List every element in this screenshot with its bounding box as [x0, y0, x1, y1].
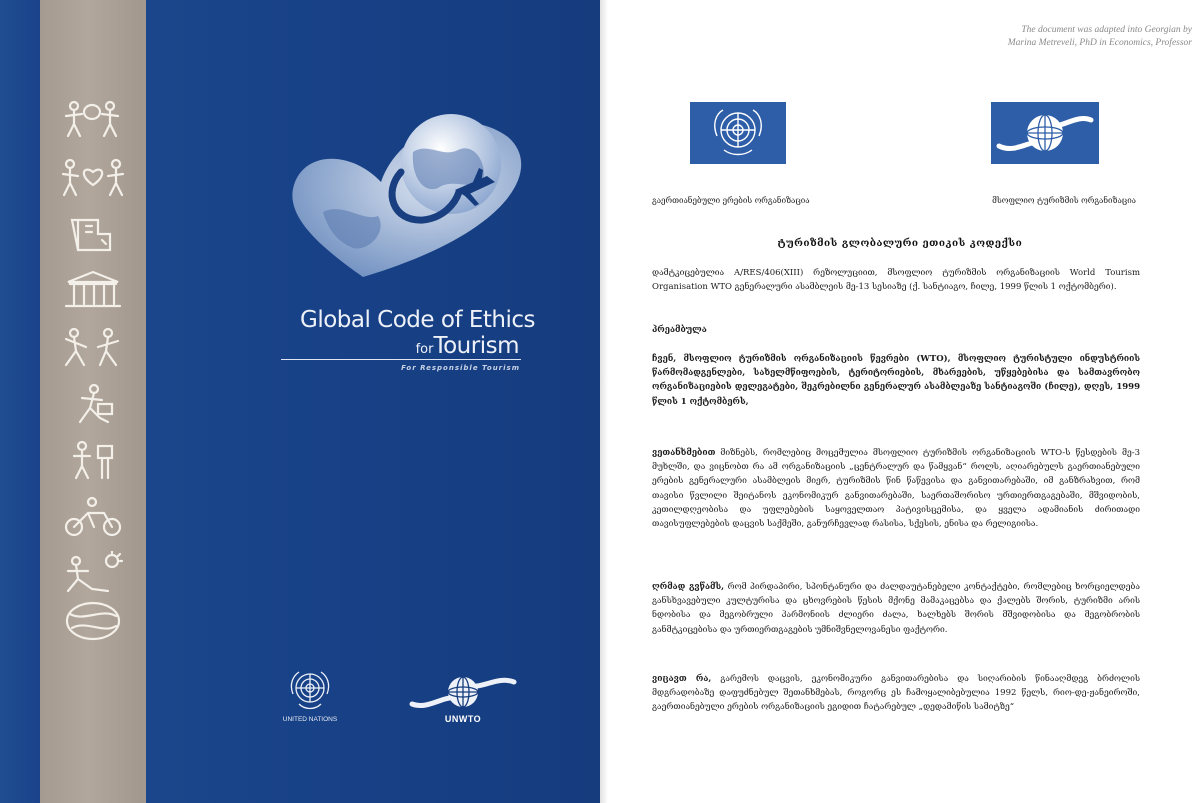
cover-title: Global Code of Ethics [300, 307, 535, 333]
paragraph-believing-lead: ღრმად გვწამს, [652, 582, 725, 592]
hands-icon [58, 212, 128, 258]
unwto-flag [991, 102, 1099, 164]
un-emblem-icon [279, 668, 341, 714]
paragraph-protecting-lead: ვიცავთ რა, [652, 674, 712, 684]
paragraph-agreeing-lead: ვეთანხმებით [652, 448, 716, 458]
adaptation-note-line2: Marina Metreveli, PhD in Economics, Professor [1007, 38, 1192, 48]
paragraph-believing-text: რომ პირდაპირი, სპონტანური და ძალდაუტანებელი კონტაქტები, რომლებიც ხორციელდება განსხვავებული კულტურისა და ცხოვრების წესის მქონე მამაკაცებსა და ქალებს შორის, ტურიზმი არის ნდობისა და მეგობრული ჰარმონიის ძლიერი ძალა, ხალხებს შორის მშვიდობისა და მეგობრობის განმტკიცებისა და ურთიერთგაგების უმნიშვნელოვანესი ფაქტორი. [652, 582, 1140, 635]
pictogram-band [40, 0, 146, 803]
cyclist-icon [58, 495, 128, 541]
people-ring-icon [58, 98, 128, 144]
paragraph-agreeing-text: მიზნებს, რომლებიც მოცემულია მსოფლიო ტურიზმის ორგანიზაციის WTO-ს წესდების მე-3 მუხლში, და ვიცნობთ რა ამ ორგანიზაციის „ცენტრალურ და წამყვან“ როლს, აღიარებულს გაერთიანებული ერების გენერალური ასამბლეის მიერ, ტურიზმის წინ წაწევისა და განვითარებაში, იმ განზრახვით, რომ თავისი წვლილი შეიტანოს ეკონომიკურ განვითარებაში, საერთაშორისო ურთიერთგაგებაში, მშვიდობის, კეთილდღეობისა და უფლებების საყოველთაო პატივისცემისა, და ყველა ადამიანის ძირითადი თავისუფლებების დაცვის საქმეში, განურჩევლად რასისა, სქესის, ენისა და რელიგიისა. [652, 448, 1141, 530]
heart-globe-illustration [283, 112, 528, 277]
org-label-un: გაერთიანებული ერების ორგანიზაცია [652, 196, 810, 205]
paragraph-protecting [652, 672, 1140, 715]
un-flag-icon [690, 102, 786, 164]
intro-paragraph: დამტკიცებულია A/RES/406(XIII) რეზოლუციით, მსოფლიო ტურიზმის ორგანიზაციის World Tourism Organisation WTO გენერალური ასამბლეის მე-13 სესიაზე (ქ. სანტიაგო, ჩილე, 1999 წლის 1 ოქტომბერი). [652, 268, 1140, 293]
unwto-emblem-icon [408, 670, 518, 716]
page-fold-shadow [600, 0, 608, 803]
figure-sun-icon [58, 551, 128, 597]
traveler-icon [58, 382, 128, 428]
unwto-logo [408, 670, 518, 730]
unwto-caption: UNWTO [444, 714, 482, 724]
cover-left-strip [0, 0, 40, 803]
paragraph-protecting-text: გარემოს დაცვის, ეკონომიკური განვითარებისა და სიღარიბის წინააღმდეგ ბრძოლის მდგრადობაზე დაფუძნებულ შეთანხმებას, როგორც ეს ჩამოყალიბებულია 1992 წელს, რიო-დე-ჟანეიროში, გაერთიანებული ერების ორგანიზაციის ეგიდით ჩატარებულ „დედამიწის სამიტზე“ [652, 674, 1141, 713]
we-paragraph: ჩვენ, მსოფლიო ტურიზმის ორგანიზაციის წევრები (WTO), მსოფლიო ტურისტული ინდუსტრიის წარმომადგენლები, სახელმწიფოების, ტერიტორიების, მხარეების, უწყებებისა და სამთავრობო ორგანიზაციების დელეგატები, შეკრებილნი გენერალურ ასამბლეაზე სანტიაგოში (ჩილე), დღეს, 1999 წლის 1 ოქტომბერს, [652, 354, 1140, 407]
cover-divider [281, 359, 521, 360]
cover-title-line2 [300, 333, 519, 359]
org-label-unwto: მსოფლიო ტურიზმის ორგანიზაცია [992, 196, 1136, 205]
people-dancing-icon [58, 325, 128, 371]
un-flag [690, 102, 786, 164]
document-title: ტურიზმის გლობალური ეთიკის კოდექსი [777, 238, 1023, 249]
cover-subtitle: For Responsible Tourism [401, 364, 520, 372]
un-logo [277, 668, 343, 728]
adaptation-note-line1: The document was adapted into Georgian by [1021, 25, 1192, 35]
adaptation-note [872, 24, 1192, 50]
unwto-flag-icon [991, 102, 1099, 164]
cover-title-for: for [415, 342, 434, 357]
un-caption: UNITED NATIONS [282, 716, 338, 723]
people-heart-icon [58, 155, 128, 201]
cover-title-tourism: Tourism [433, 333, 519, 359]
paragraph-believing [652, 580, 1140, 637]
preamble-heading: პრეამბულა [652, 325, 707, 335]
globe-icon [58, 598, 128, 644]
paragraph-agreeing [652, 446, 1140, 531]
temple-icon [58, 268, 128, 314]
figures-icon [58, 438, 128, 484]
